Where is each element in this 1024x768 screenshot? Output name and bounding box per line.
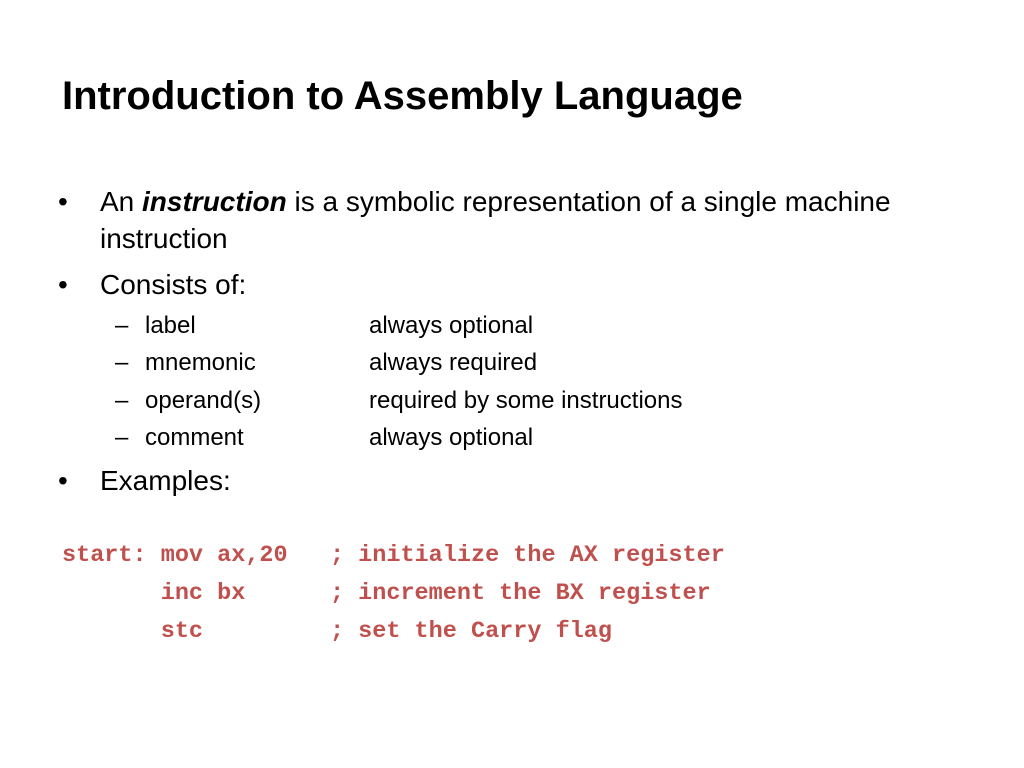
code-line-start: start: mov ax,20 ; initialize the AX register	[62, 542, 725, 569]
bullet-instruction	[58, 183, 960, 257]
component-term: operand(s)	[145, 387, 262, 414]
bullet-marker: •	[58, 269, 68, 300]
bullet-marker: •	[58, 186, 68, 217]
bullet-suffix: is a symbolic representation of a single machine instruction	[100, 186, 891, 254]
component-item-label	[115, 311, 534, 341]
dash-marker: –	[115, 349, 129, 376]
component-item-comment	[115, 423, 534, 453]
component-desc: always optional	[369, 424, 534, 451]
slide-title: Introduction to Assembly Language	[62, 74, 743, 118]
bullet-prefix: An	[100, 186, 143, 217]
component-desc: always required	[369, 349, 538, 376]
bullet-text: Examples:	[100, 465, 231, 496]
dash-marker: –	[115, 312, 129, 339]
component-term: label	[145, 312, 196, 339]
component-desc: always optional	[369, 312, 534, 339]
bullet-consists-of	[58, 266, 960, 303]
code-line-inc: inc bx ; increment the BX register	[62, 580, 711, 607]
component-item-mnemonic	[115, 348, 538, 378]
component-item-operands	[115, 386, 683, 416]
bullet-examples	[58, 462, 960, 499]
bullet-emphasis: instruction	[142, 186, 287, 217]
component-term: mnemonic	[145, 349, 256, 376]
bullet-marker: •	[58, 465, 68, 496]
dash-marker: –	[115, 387, 129, 414]
component-desc: required by some instructions	[369, 387, 683, 414]
code-line-stc: stc ; set the Carry flag	[62, 618, 612, 645]
component-term: comment	[145, 424, 244, 451]
dash-marker: –	[115, 424, 129, 451]
bullet-text: Consists of:	[100, 269, 247, 300]
